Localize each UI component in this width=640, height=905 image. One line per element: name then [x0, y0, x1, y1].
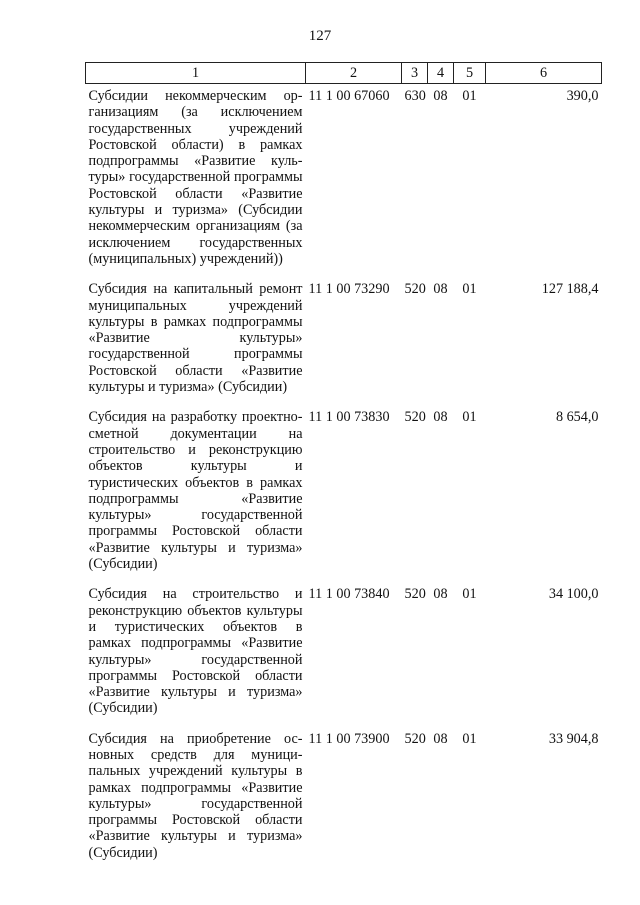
row-target-code: 11 1 00 67060: [308, 88, 390, 104]
row-description: Субсидия на приобретение основных средств для муниципальных учреждений культуры в рамках подпрограммы «Развитие культуры» государственной программы Ростовской области «Развитие культуры и туризма» (Субсидии): [88, 730, 303, 861]
row-description: Субсидии некоммерческим организациям (за исключением государственных учреждений Ростовской области) в рамках подпрограммы «Развитие культуры» государственной программы Ростовской области «Развитие культуры и туризма» (Субсидии некоммерческим организациям (за исключением государственных (муниципальных) учреждений)): [88, 88, 303, 267]
column-header: 1: [86, 63, 306, 84]
table-row: [86, 277, 602, 405]
row-description: Субсидия на строительство и реконструкцию объектов культуры и туристических объектов в рамках подпрограммы «Развитие культуры» государственной программы Ростовской области «Развитие культуры и туризма» (Субсидии): [88, 586, 303, 717]
column-header: 5: [454, 63, 486, 84]
table-header-row: [86, 63, 602, 84]
row-expense-type: 520: [404, 586, 426, 603]
budget-table: [85, 62, 602, 871]
row-section: 08: [433, 88, 448, 104]
page-number: 127: [308, 28, 332, 44]
row-subsection: 01: [462, 409, 477, 426]
row-subsection: 01: [462, 88, 477, 104]
table-row: [86, 84, 602, 278]
table-row: [86, 405, 602, 582]
row-description: Субсидия на капитальный ремонт муниципальных учреждений культуры в рамках подпрограммы «Развитие культуры» государственной программы Ростовской области «Развитие культуры и туризма» (Субсидии): [88, 281, 303, 396]
row-expense-type: 520: [404, 730, 426, 747]
row-section: 08: [433, 586, 448, 603]
row-target-code: 11 1 00 73840: [308, 586, 390, 603]
row-subsection: 01: [462, 281, 477, 298]
row-target-code: 11 1 00 73900: [308, 730, 390, 747]
row-section: 08: [433, 730, 448, 747]
row-amount: 34 100,0: [548, 586, 599, 603]
row-subsection: 01: [462, 730, 477, 747]
row-description: Субсидия на разработку проектно-сметной документации на строительство и реконструкцию объектов культуры и туристических объектов в рамках подпрограммы «Развитие культуры» государственной программы Ростовской области «Развитие культуры и туризма» (Субсидии): [88, 409, 303, 573]
column-header: 4: [428, 63, 454, 84]
row-expense-type: 520: [404, 281, 426, 298]
row-amount: 33 904,8: [548, 730, 599, 747]
row-expense-type: 630: [404, 88, 426, 104]
row-section: 08: [433, 281, 448, 298]
row-expense-type: 520: [404, 409, 426, 426]
table-row: [86, 727, 602, 871]
row-amount: 127 188,4: [541, 281, 599, 298]
row-target-code: 11 1 00 73830: [308, 409, 390, 426]
row-subsection: 01: [462, 586, 477, 603]
row-amount: 8 654,0: [555, 409, 599, 426]
column-header: 2: [306, 63, 402, 84]
column-header: 6: [486, 63, 602, 84]
row-section: 08: [433, 409, 448, 426]
row-amount: 390,0: [566, 88, 599, 104]
table-row: [86, 582, 602, 726]
column-header: 3: [402, 63, 428, 84]
row-target-code: 11 1 00 73290: [308, 281, 390, 298]
